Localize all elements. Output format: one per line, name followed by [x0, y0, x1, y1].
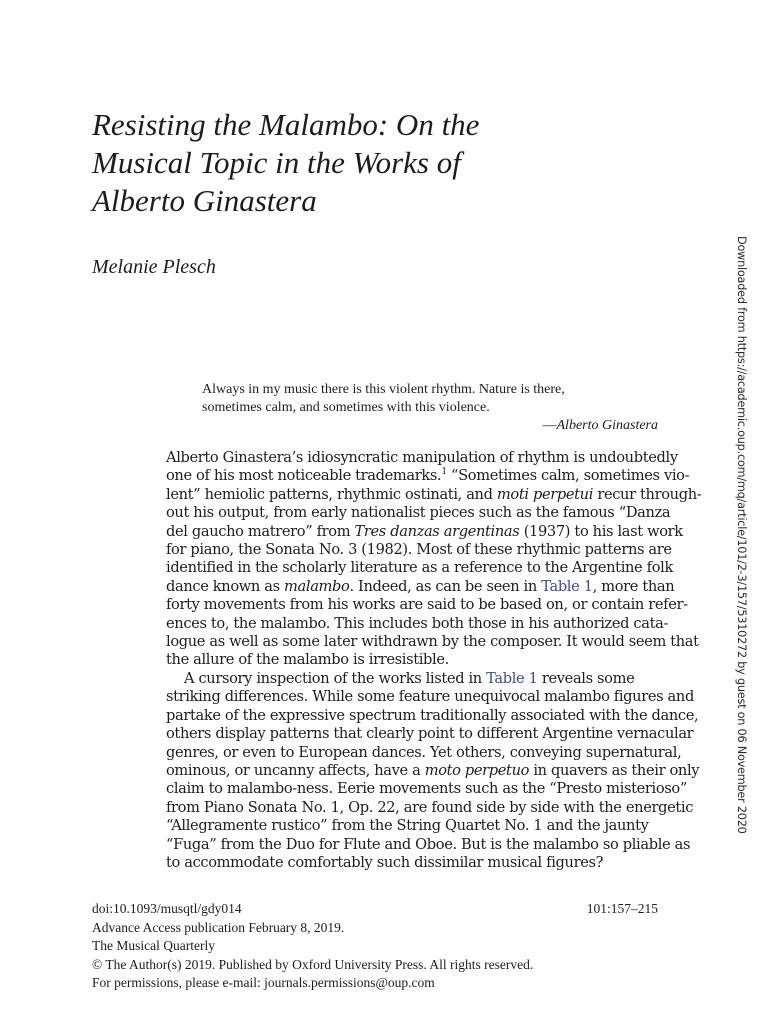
text-line: forty movements from his works are said to be based on, or contain refer-: [166, 596, 688, 614]
epigraph: [202, 381, 658, 435]
text-line: others display patterns that clearly point to different Argentine vernacular: [166, 725, 694, 743]
text-span: dance known as: [166, 577, 285, 595]
journal-name: The Musical Quarterly: [92, 938, 215, 953]
text-span: reveals some: [537, 669, 635, 687]
text-line: striking differences. While some feature unequivocal malambo figures and: [166, 688, 694, 706]
paragraph-2: [166, 669, 700, 872]
table-1-link[interactable]: Table 1: [541, 577, 593, 595]
text-line: Alberto Ginastera’s idiosyncratic manipulation of rhythm is undoubtedly: [166, 449, 678, 466]
advance-access: Advance Access publication February 8, 2019.: [92, 919, 345, 935]
permissions[interactable]: For permissions, please e-mail: journals.permissions@oup.com: [92, 975, 435, 990]
footnote-link-1[interactable]: 1: [441, 467, 447, 478]
attribution-dash: —: [542, 418, 557, 433]
text-span: . Indeed, as can be seen in: [349, 577, 542, 595]
text-span: “Sometimes calm, sometimes vio-: [446, 467, 690, 485]
italic-term: moti perpetui: [496, 485, 594, 503]
text-span: one of his most noticeable trademarks.: [166, 467, 442, 485]
text-line: partake of the expressive spectrum traditionally associated with the dance,: [166, 706, 699, 724]
epigraph-attribution: [202, 417, 658, 435]
text-line: claim to malambo-ness. Eerie movements such as the “Presto misterioso”: [166, 780, 687, 798]
epigraph-line: Always in my music there is this violent rhythm. Nature is there,: [202, 382, 565, 397]
text-line: [166, 577, 675, 596]
text-span: del gaucho matrero” from: [166, 522, 355, 540]
doi[interactable]: doi:10.1093/musqtl/gdy014: [92, 901, 242, 916]
italic-term: Tres danzas argentinas: [354, 522, 520, 540]
italic-term: malambo: [284, 577, 350, 595]
page-range: 101:157–215: [586, 901, 658, 916]
text-span: in quavers as their only: [529, 761, 700, 779]
text-span: (1937) to his last work: [519, 522, 683, 540]
body-text: [166, 449, 702, 872]
text-line: logue as well as some later withdrawn by the composer. It would seem that: [166, 633, 699, 651]
text-line: identified in the scholarly literature as a reference to the Argentine folk: [166, 559, 673, 577]
text-line: out his output, from early nationalist pieces such as the famous “Danza: [166, 504, 671, 522]
text-line: the allure of the malambo is irresistible.: [166, 651, 449, 669]
text-line: for piano, the Sonata No. 3 (1982). Most of these rhythmic patterns are: [166, 541, 672, 559]
text-line: [166, 761, 700, 780]
text-span: lent” hemiolic patterns, rhythmic ostinati, and: [166, 485, 497, 503]
page-footer: [92, 900, 658, 993]
text-line: genres, or even to European dances. Yet others, conveying supernatural,: [166, 743, 682, 761]
italic-term: moto perpetuo: [424, 761, 530, 779]
text-line: “Fuga” from the Duo for Flute and Oboe. But is the malambo so pliable as: [166, 835, 691, 853]
title-line: Resisting the Malambo: On the: [92, 107, 480, 142]
download-watermark: Downloaded from https://academic.oup.com/mq/article/101/2-3/157/5310272 by guest on 06 November 2020: [735, 236, 748, 834]
copyright: © The Author(s) 2019. Published by Oxford University Press. All rights reserved.: [92, 956, 534, 972]
text-line: [166, 467, 690, 485]
title-line: Alberto Ginastera: [92, 183, 317, 218]
paragraph-1: [166, 449, 702, 670]
article-title: [92, 106, 562, 220]
author-name: Melanie Plesch: [92, 256, 216, 278]
text-line: [166, 670, 658, 688]
text-span: A cursory inspection of the works listed in: [184, 669, 487, 687]
title-line: Musical Topic in the Works of: [92, 145, 461, 180]
text-line: “Allegramente rustico” from the String Quartet No. 1 and the jaunty: [166, 817, 649, 835]
attribution-name: Alberto Ginastera: [556, 418, 658, 433]
doi-row: [92, 900, 658, 919]
text-line: to accommodate comfortably such dissimilar musical figures?: [166, 853, 604, 871]
text-line: ences to, the malambo. This includes both those in his authorized cata-: [166, 614, 669, 632]
table-1-link[interactable]: Table 1: [486, 669, 538, 687]
text-line: [166, 522, 683, 541]
text-span: recur through-: [593, 485, 702, 503]
text-line: [166, 485, 702, 504]
text-line: from Piano Sonata No. 1, Op. 22, are found side by side with the energetic: [166, 798, 694, 816]
text-span: ominous, or uncanny affects, have a: [166, 761, 425, 779]
epigraph-line: sometimes calm, and sometimes with this violence.: [202, 400, 490, 415]
text-span: , more than: [592, 577, 675, 595]
